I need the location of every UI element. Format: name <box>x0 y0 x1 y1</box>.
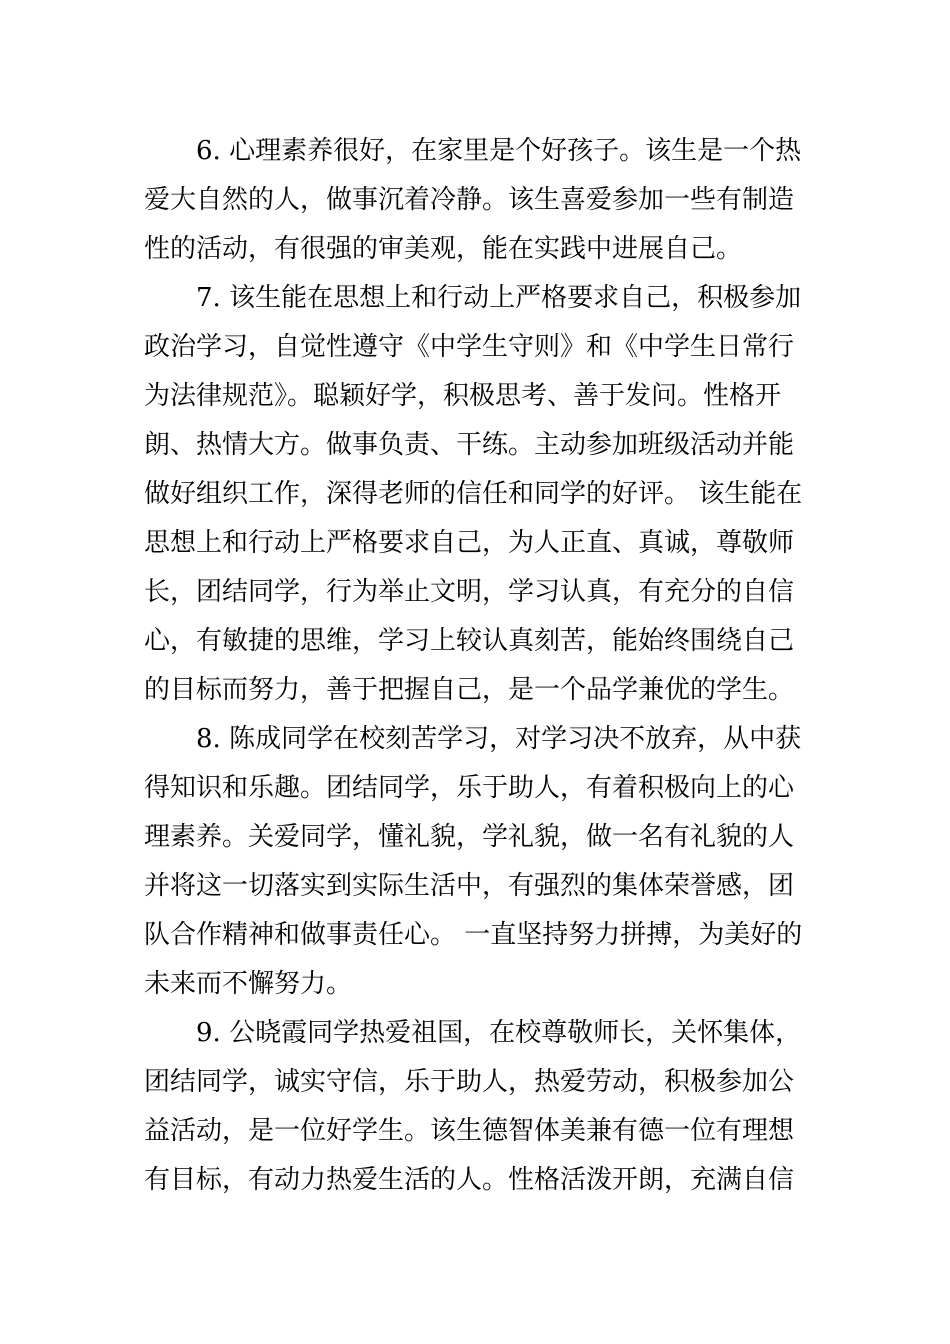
paragraph-9-line-3: 益活动，是一位好学生。该生德智体美兼有德一位有理想 <box>144 1116 795 1146</box>
paragraph-8-line-6: 未来而不懈努力。 <box>144 969 353 999</box>
paragraph-7-line-9: 的目标而努力，善于把握自己，是一个品学兼优的学生。 <box>144 675 795 705</box>
paragraph-9-line-2: 团结同学，诚实守信，乐于助人，热爱劳动，积极参加公 <box>144 1067 795 1097</box>
paragraph-7-line-2: 政治学习，自觉性遵守《中学生守则》和《中学生日常行 <box>144 332 795 362</box>
paragraph-9-line-1: 9. 公晓霞同学热爱祖国，在校尊敬师长，关怀集体， <box>196 1018 802 1048</box>
paragraph-7-line-6: 思想上和行动上严格要求自己，为人正直、真诚，尊敬师 <box>144 528 795 558</box>
paragraph-7-line-4: 朗、热情大方。做事负责、干练。主动参加班级活动并能 <box>144 430 795 460</box>
paragraph-8-line-2: 得知识和乐趣。团结同学，乐于助人，有着积极向上的心 <box>144 773 795 803</box>
document-page <box>144 127 806 1205</box>
paragraph-7-line-5: 做好组织工作，深得老师的信任和同学的好评。 该生能在 <box>144 479 803 509</box>
paragraph-8-line-3: 理素养。关爱同学，懂礼貌，学礼貌，做一名有礼貌的人 <box>144 822 795 852</box>
paragraph-6-line-3: 性的活动，有很强的审美观，能在实践中进展自己。 <box>144 234 743 264</box>
paragraph-8-line-1: 8. 陈成同学在校刻苦学习，对学习决不放弃，从中获 <box>196 724 802 754</box>
paragraph-6-line-1: 6. 心理素养很好，在家里是个好孩子。该生是一个热 <box>196 136 802 166</box>
paragraph-9-line-4: 有目标，有动力热爱生活的人。性格活泼开朗，充满自信 <box>144 1165 795 1195</box>
paragraph-7-line-1: 7. 该生能在思想上和行动上严格要求自己，积极参加 <box>196 283 802 313</box>
paragraph-8-line-5: 队合作精神和做事责任心。 一直坚持努力拼搏，为美好的 <box>144 920 803 950</box>
paragraph-8-line-4: 并将这一切落实到实际生活中，有强烈的集体荣誉感，团 <box>144 871 795 901</box>
paragraph-6-line-2: 爱大自然的人，做事沉着冷静。该生喜爱参加一些有制造 <box>144 185 795 215</box>
paragraph-7-line-3: 为法律规范》。聪颖好学，积极思考、善于发问。性格开 <box>144 381 782 411</box>
paragraph-7-line-7: 长，团结同学，行为举止文明，学习认真，有充分的自信 <box>144 577 795 607</box>
paragraph-7-line-8: 心，有敏捷的思维，学习上较认真刻苦，能始终围绕自己 <box>144 626 795 656</box>
